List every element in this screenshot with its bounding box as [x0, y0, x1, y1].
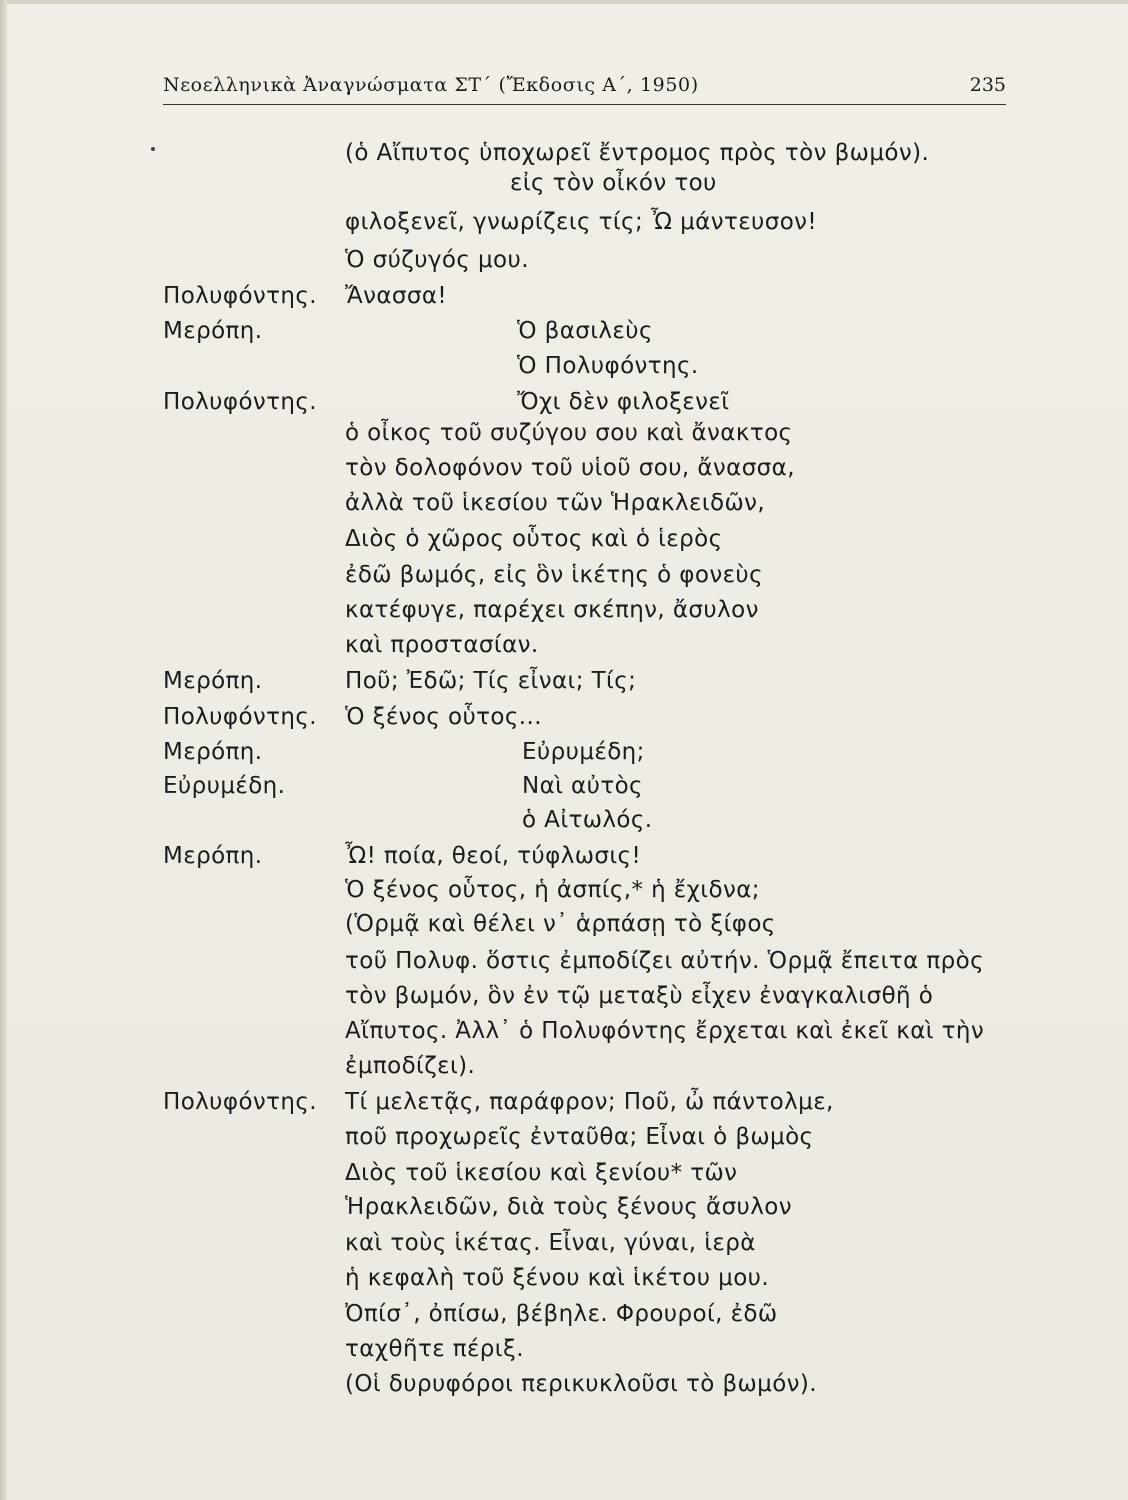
- speaker-name: Μερόπη.: [163, 318, 263, 344]
- running-header: [163, 74, 1006, 106]
- line-text: Ὁ ξένος οὗτος, ἡ ἀσπίς,* ἡ ἔχιδνα;: [345, 877, 760, 903]
- line-text: Ὀπίσ᾿, ὀπίσω, βέβηλε. Φρουροί, ἐδῶ: [345, 1301, 778, 1327]
- speaker-name: Πολυφόντης.: [163, 283, 318, 309]
- line-text: Ὁ ξένος οὗτος...: [345, 704, 542, 730]
- bullet-mark: [151, 147, 155, 151]
- speaker-name: Πολυφόντης.: [163, 704, 318, 730]
- speaker-name: Μερόπη.: [163, 739, 263, 765]
- line-text: καὶ προστασίαν.: [345, 632, 539, 658]
- line-text: Ὁ Πολυφόντης.: [517, 353, 699, 379]
- page-number: 235: [969, 74, 1006, 96]
- line-text: εἰς τὸν οἶκόν του: [510, 170, 717, 196]
- line-text: ποῦ προχωρεῖς ἐνταῦθα; Εἶναι ὁ βωμὸς: [345, 1124, 814, 1150]
- line-text: Ναὶ αὐτὸς: [522, 773, 643, 799]
- speaker-name: Πολυφόντης.: [163, 389, 318, 415]
- stage-direction: ἐμποδίζει).: [345, 1053, 476, 1079]
- line-text: κατέφυγε, παρέχει σκέπην, ἄσυλον: [345, 597, 759, 623]
- header-rule: [163, 104, 1006, 105]
- line-text: Ἄνασσα!: [345, 283, 448, 309]
- speaker-name: Μερόπη.: [163, 843, 263, 869]
- line-text: καὶ τοὺς ἱκέτας. Εἶναι, γύναι, ἱερὰ: [345, 1230, 756, 1256]
- line-text: φιλοξενεῖ, γνωρίζεις τίς; Ὦ μάντευσον!: [345, 209, 818, 235]
- line-text: ἡ κεφαλὴ τοῦ ξένου καὶ ἱκέτου μου.: [345, 1265, 770, 1291]
- line-text: Ἡρακλειδῶν, διὰ τοὺς ξένους ἄσυλον: [345, 1194, 792, 1220]
- line-text: ὁ οἶκος τοῦ συζύγου σου καὶ ἄνακτος: [345, 420, 793, 446]
- line-text: Διὸς ὁ χῶρος οὗτος καὶ ὁ ἱερὸς: [345, 526, 723, 552]
- page-top-edge: [0, 0, 1128, 4]
- page-binding-edge: [0, 0, 7, 1500]
- line-text: ταχθῆτε πέριξ.: [345, 1336, 524, 1362]
- stage-direction: (ὁ Αἴπυτος ὑποχωρεῖ ἔντρομος πρὸς τὸν βωμόν).: [345, 140, 930, 166]
- line-text: τὸν δολοφόνον τοῦ υἱοῦ σου, ἄνασσα,: [345, 455, 795, 481]
- stage-direction: Αἴπυτος. Ἀλλ᾿ ὁ Πολυφόντης ἔρχεται καὶ ἐκεῖ καὶ τὴν: [345, 1018, 985, 1044]
- line-text: Ὄχι δὲν φιλοξενεῖ: [517, 389, 730, 415]
- line-text: Ποῦ; Ἐδῶ; Τίς εἶναι; Τίς;: [345, 668, 637, 694]
- line-text: Διὸς τοῦ ἱκεσίου καὶ ξενίου* τῶν: [345, 1160, 738, 1186]
- line-text: ἀλλὰ τοῦ ἱκεσίου τῶν Ἡρακλειδῶν,: [345, 490, 766, 516]
- speaker-name: Μερόπη.: [163, 668, 263, 694]
- speaker-name: Πολυφόντης.: [163, 1089, 318, 1115]
- stage-direction: τοῦ Πολυφ. ὅστις ἐμποδίζει αὐτήν. Ὁρμᾷ ἔπειτα πρὸς: [345, 948, 984, 974]
- stage-direction: τὸν βωμόν, ὃν ἐν τῷ μεταξὺ εἶχεν ἐναγκαλισθῆ ὁ: [345, 983, 934, 1009]
- line-text: Εὐρυμέδη;: [522, 739, 645, 765]
- line-text: Ὦ! ποία, θεοί, τύφλωσις!: [345, 843, 642, 869]
- line-text: Τί μελετᾷς, παράφρον; Ποῦ, ὦ πάντολμε,: [345, 1089, 834, 1115]
- stage-direction: (Ὁρμᾷ καὶ θέλει ν᾿ ἁρπάσῃ τὸ ξίφος: [345, 911, 776, 937]
- stage-direction: (Οἱ δυρυφόροι περικυκλοῦσι τὸ βωμόν).: [345, 1371, 818, 1397]
- header-title: Νεοελληνικὰ Ἀναγνώσματα ΣΤ΄ (Ἔκδοσις Α΄, 1950): [163, 74, 699, 96]
- line-text: Ὁ σύζυγός μου.: [345, 247, 529, 273]
- line-text: Ὁ βασιλεὺς: [517, 318, 653, 344]
- speaker-name: Εὐρυμέδη.: [163, 773, 286, 799]
- line-text: ἐδῶ βωμός, εἰς ὃν ἱκέτης ὁ φονεὺς: [345, 562, 764, 588]
- line-text: ὁ Αἰτωλός.: [522, 807, 653, 833]
